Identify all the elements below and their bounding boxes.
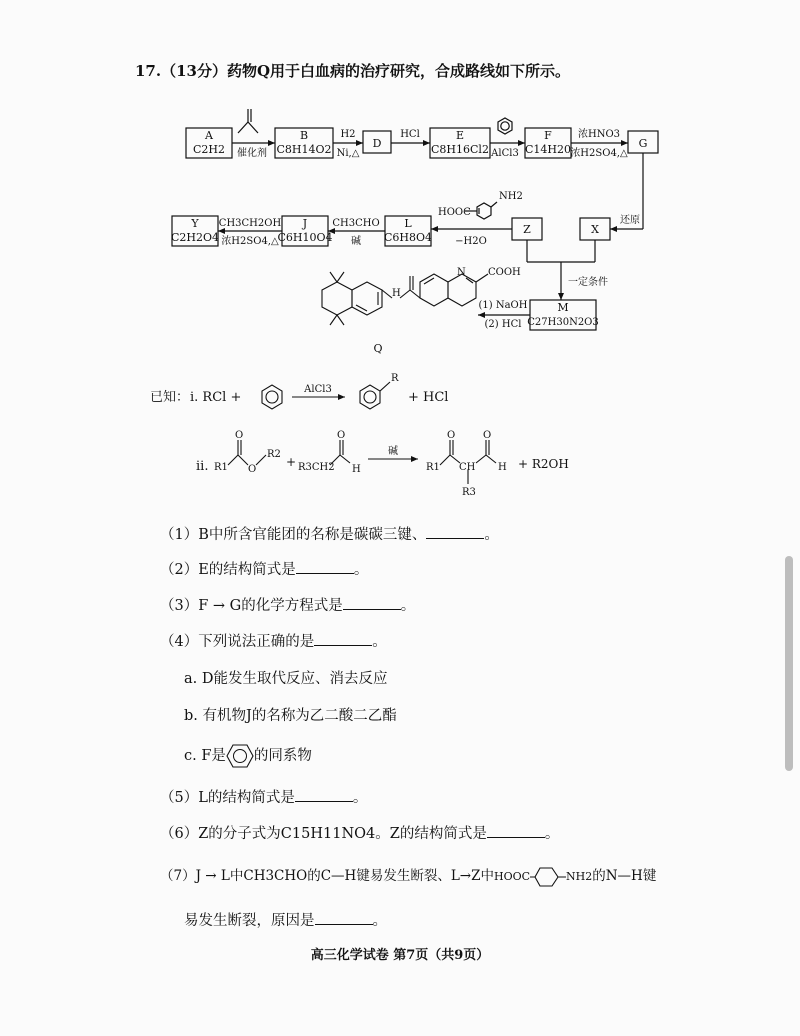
cond-amine-HOOC: HOOC — [438, 207, 471, 218]
known-i-cond: AlCl3 — [304, 384, 332, 395]
known-i-prefix: i. RCl + — [190, 390, 242, 405]
cond-H2SO4-2: 浓H2SO4,△ — [221, 236, 279, 247]
answer-blank-1[interactable] — [426, 526, 484, 539]
q4-option-b: b. 有机物J的名称为乙二酸二乙酯 — [184, 708, 397, 724]
page-footer: 高三化学试卷 第7页（共9页） — [310, 948, 490, 963]
benzene-icon — [226, 743, 254, 769]
answer-blank-7[interactable] — [315, 912, 373, 925]
ii-R2: R2 — [267, 449, 281, 460]
cond-H2SO4: 浓H2SO4,△ — [570, 148, 628, 159]
cond-HCl: HCl — [400, 129, 420, 140]
cond-H2: H2 — [340, 129, 356, 140]
ii-CH: CH — [459, 462, 476, 473]
Q-COOH: COOH — [488, 267, 521, 278]
benzene-ring-icon — [530, 866, 566, 888]
ii-R1b: R1 — [426, 462, 440, 473]
formula-B: C8H14O2 — [276, 143, 332, 156]
cond-reduce: 还原 — [620, 215, 640, 226]
label-F: F — [544, 129, 552, 142]
formula-F: C14H20 — [524, 143, 572, 156]
label-A: A — [205, 129, 213, 142]
ii-O4: O — [447, 430, 456, 441]
q4: （4）下列说法正确的是 。 — [160, 634, 387, 650]
known-label: 已知： — [150, 390, 190, 405]
ii-O3: O — [337, 430, 346, 441]
ii-R3CH2: R3CH2 — [298, 462, 335, 473]
answer-blank-5[interactable] — [295, 789, 353, 802]
answer-blank-6[interactable] — [487, 825, 545, 838]
cond-Ni: Ni,△ — [336, 148, 360, 159]
label-J: J — [302, 217, 308, 230]
label-Q: Q — [373, 342, 383, 355]
q1: （1）B中所含官能团的名称是碳碳三键、 。 — [160, 527, 499, 543]
ii-H1: H — [352, 464, 361, 475]
cond-catalyst: 催化剂 — [237, 148, 267, 159]
label-L: L — [404, 217, 412, 230]
ii-prefix: ii. — [196, 459, 209, 474]
cond-ethanol: CH3CH2OH — [218, 218, 282, 229]
ii-O1: O — [235, 430, 244, 441]
ii-H2: H — [498, 462, 507, 473]
label-M: M — [557, 301, 569, 314]
formula-L: C6H8O4 — [383, 231, 433, 244]
known-i-extra: + HCl — [408, 390, 449, 405]
cond-certain: 一定条件 — [568, 277, 608, 288]
q6: （6）Z的分子式为C15H11NO4。Z的结构简式是 。 — [160, 826, 560, 842]
q5: （5）L的结构简式是 。 — [160, 790, 368, 806]
q7: （7）J → L中CH3CHO的C—H键易发生断裂、L→Z中HOOC NH2的N—H键 — [160, 864, 656, 888]
formula-E: C8H16Cl2 — [431, 143, 489, 156]
ii-cond: 碱 — [388, 446, 398, 457]
ii-R1: R1 — [214, 462, 228, 473]
cond-HCl-2: (2) HCl — [484, 319, 522, 330]
formula-A: C2H2 — [192, 143, 226, 156]
q4-option-c: c. F是 的同系物 — [184, 743, 312, 769]
formula-Y: C2H2O4 — [170, 231, 220, 244]
label-D: D — [372, 137, 382, 150]
Q-N: N — [457, 267, 466, 278]
answer-blank-3[interactable] — [343, 597, 401, 610]
known-i-R: R — [391, 373, 399, 384]
cond-AlCl3: AlCl3 — [491, 148, 519, 159]
q4-option-a: a. D能发生取代反应、消去反应 — [184, 671, 388, 687]
label-G: G — [638, 137, 648, 150]
answer-blank-2[interactable] — [296, 561, 354, 574]
ii-O2: O — [248, 464, 257, 475]
Q-NH: H — [392, 288, 401, 299]
cond-HNO3: 浓HNO3 — [577, 129, 621, 140]
question-title: 17.（13分）药物Q用于白血病的治疗研究，合成路线如下所示。 — [135, 62, 571, 80]
q2: （2）E的结构简式是 。 — [160, 562, 369, 578]
label-E: E — [455, 129, 465, 142]
cond-minus-water: −H2O — [455, 236, 487, 247]
cond-acetaldehyde: CH3CHO — [332, 218, 380, 229]
answer-blank-4[interactable] — [314, 633, 372, 646]
ii-O5: O — [483, 430, 492, 441]
q7-cont: 易发生断裂，原因是 。 — [184, 913, 387, 929]
ii-byproduct: + R2OH — [518, 457, 569, 471]
label-Y: Y — [191, 217, 199, 230]
label-Z: Z — [523, 223, 531, 236]
formula-M: C27H30N2O3 — [527, 317, 599, 328]
formula-J: C6H10O4 — [277, 231, 333, 244]
q3: （3）F → G的化学方程式是 。 — [160, 598, 416, 614]
ii-R3: R3 — [462, 487, 476, 498]
cond-base: 碱 — [351, 236, 361, 247]
label-X: X — [591, 223, 599, 236]
cond-amine-NH2: NH2 — [499, 191, 523, 202]
scrollbar-thumb[interactable] — [785, 556, 793, 771]
label-B: B — [299, 129, 309, 142]
ii-plus: + — [286, 455, 297, 469]
cond-NaOH: (1) NaOH — [478, 300, 528, 311]
